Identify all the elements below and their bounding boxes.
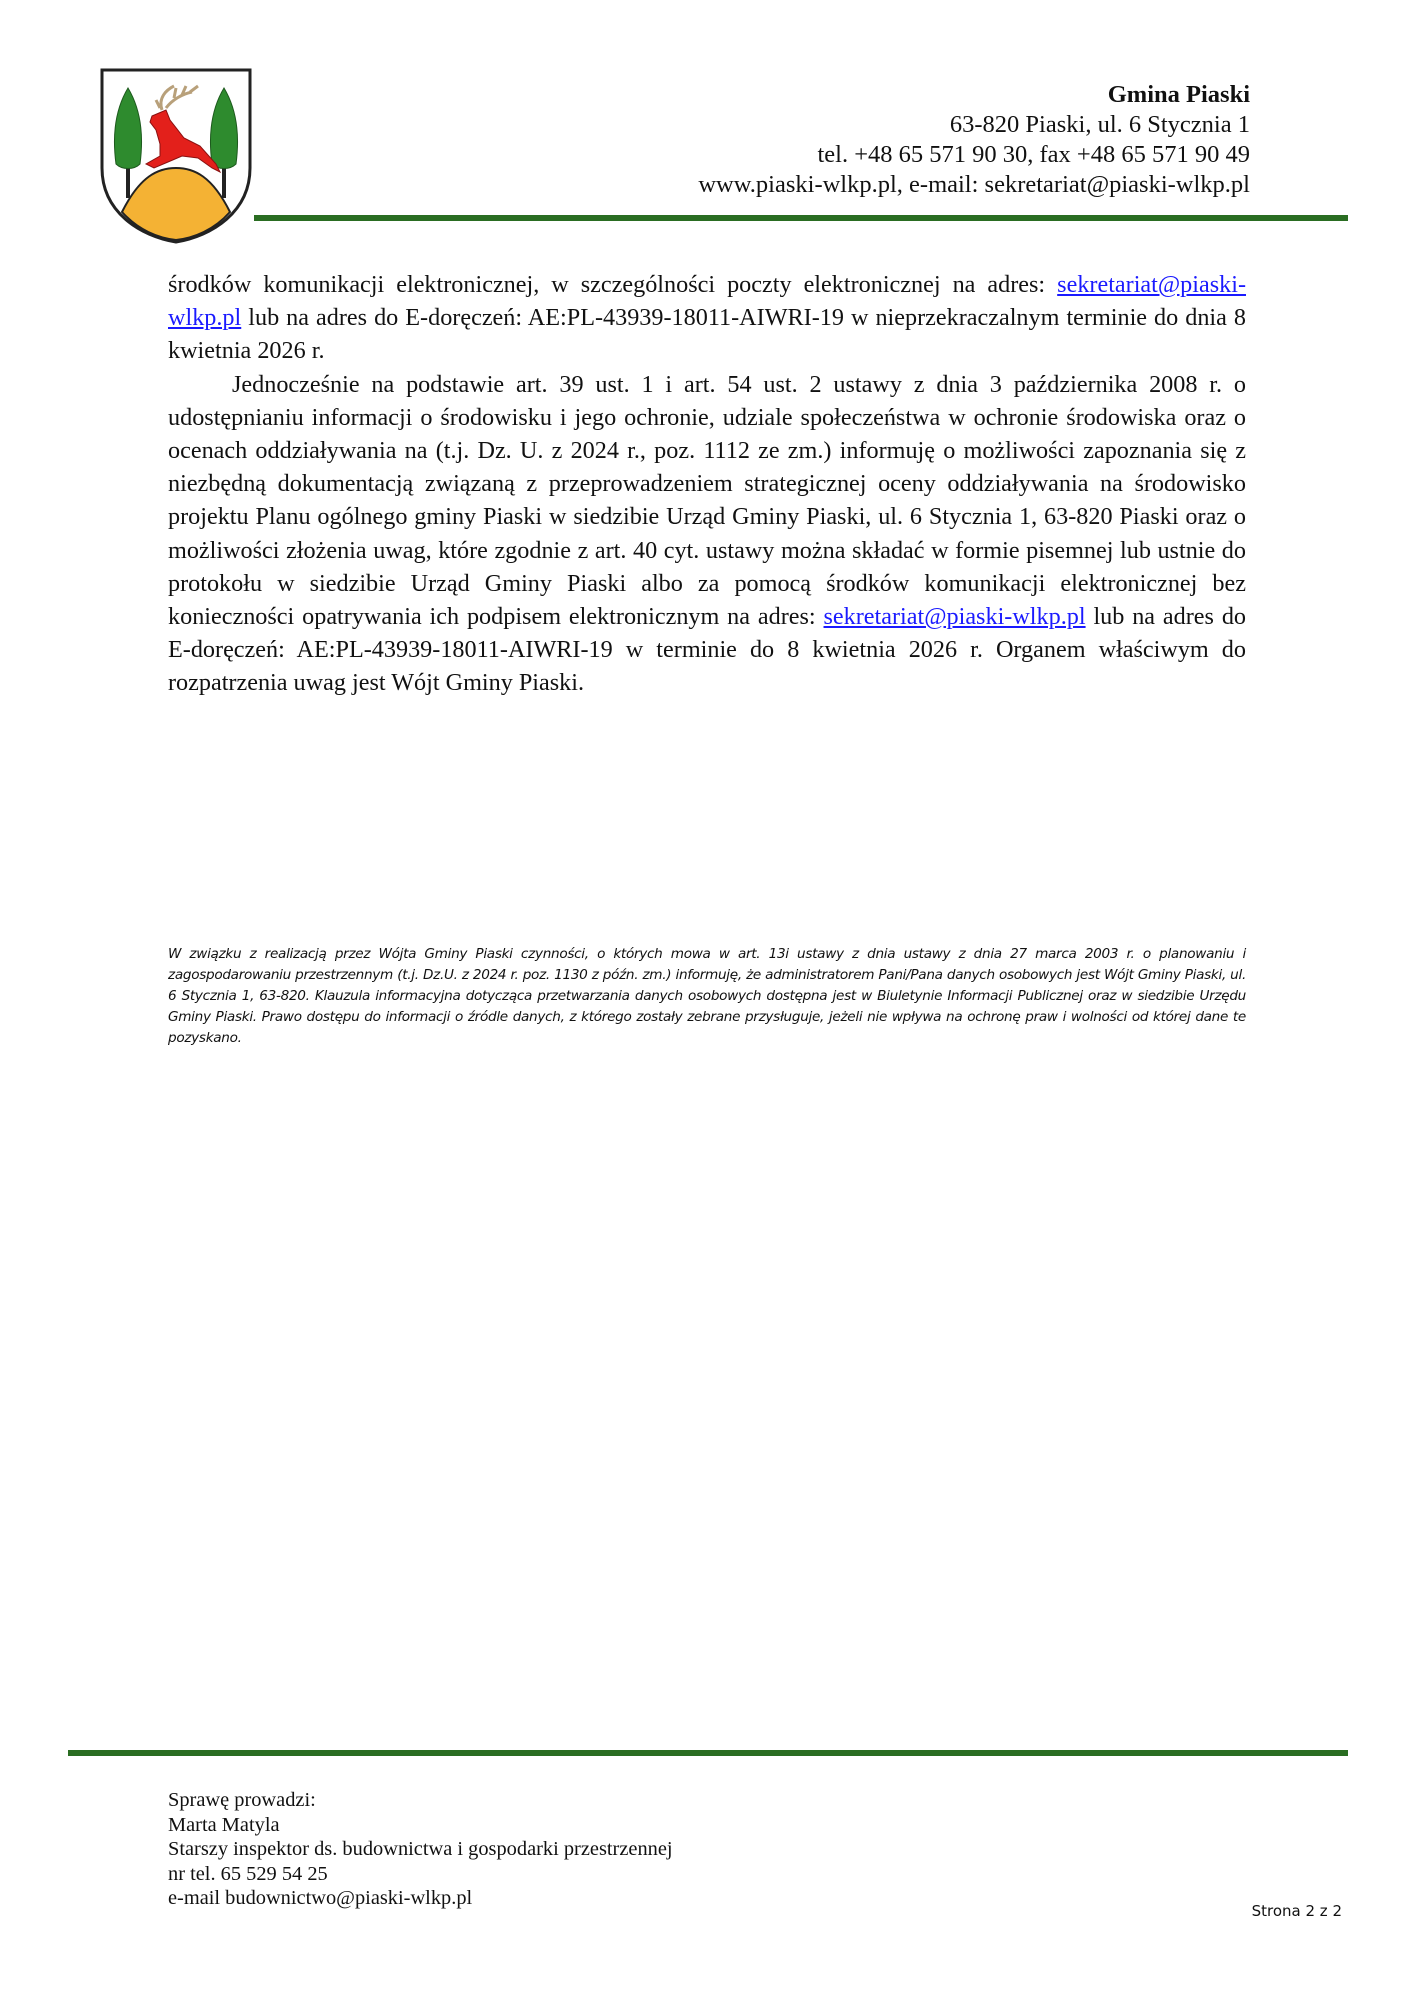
case-handler — [168, 1788, 673, 1911]
gdpr-notice: W związku z realizacją przez Wójta Gminy Piaski czynności, o których mowa w art. 13i ustawy z dnia ustawy z dnia 27 marca 2003 r. o planowaniu i zagospodarowaniu przestrzennym (t.j. Dz.U. z 2024 r. poz. 1130 z późn. zm.) informuję, że administratorem Pani/Pana danych osobowych jest Wójt Gminy Piaski, ul. 6 Stycznia 1, 63-820. Klauzula informacyjna dotycząca przetwarzania danych osobowych dostępna jest w Biuletynie Informacji Publicznej oraz w siedzibie Urzędu Gminy Piaski. Prawo dostępu do informacji o źródle danych, z którego zostały zebrane przysługuje, jeżeli nie wpływa na ochronę praw i wolności od której dane te pozyskano. — [168, 946, 1246, 1046]
paragraph-1-text-a: środków komunikacji elektronicznej, w szczególności poczty elektronicznej na adres: — [168, 271, 1058, 298]
paragraph-2 — [168, 368, 1246, 700]
letterhead — [698, 80, 1250, 200]
page-number: Strona 2 z 2 — [1251, 1902, 1342, 1920]
org-name: Gmina Piaski — [1107, 81, 1250, 108]
org-phone-fax: tel. +48 65 571 90 30, fax +48 65 571 90 49 — [817, 141, 1250, 168]
header-divider — [254, 215, 1348, 221]
email-link[interactable]: sekretariat@piaski-wlkp.pl — [168, 271, 1246, 332]
paragraph-2-text-b: lub na adres do E-doręczeń: AE:PL-43939-18011-AIWRI-19 w terminie do 8 kwietnia 2026 r. Organem właściwym do rozpatrzenia uwag jest Wójt Gminy Piaski. — [168, 603, 1247, 697]
paragraph-1-text-b: lub na adres do E-doręczeń: AE:PL-43939-18011-AIWRI-19 w nieprzekraczalnym terminie do dnia 8 kwietnia 2026 r. — [168, 304, 1246, 365]
paragraph-1 — [168, 268, 1246, 368]
org-address: 63-820 Piaski, ul. 6 Stycznia 1 — [949, 111, 1250, 138]
coat-of-arms-icon — [96, 64, 256, 246]
email-link[interactable]: sekretariat@piaski-wlkp.pl — [823, 603, 1086, 631]
case-handler-position: Starszy inspektor ds. budownictwa i gospodarki przestrzennej — [168, 1838, 673, 1860]
paragraph-2-text-a: Jednocześnie na podstawie art. 39 ust. 1 i art. 54 ust. 2 ustawy z dnia 3 października 2008 r. o udostępnianiu informacji o środowisku i jego ochronie, udziale społeczeństwa w ochronie środowiska oraz o ocenach oddziaływania na (t.j. Dz. U. z 2024 r., poz. 1112 ze zm.) informuję o możliwości zapoznania się z niezbędną dokumentacją związaną z przeprowadzeniem strategicznej oceny oddziaływania na środowisko projektu Planu ogólnego gminy Piaski w siedzibie Urząd Gminy Piaski, ul. 6 Stycznia 1, 63-820 Piaski oraz o możliwości złożenia uwag, które zgodnie z art. 40 cyt. ustawy można składać w formie pisemnej lub ustnie do protokołu w siedzibie Urząd Gminy Piaski albo za pomocą środków komunikacji elektronicznej bez konieczności opatrywania ich podpisem elektronicznym na adres: — [168, 370, 1246, 631]
footer-divider — [68, 1750, 1348, 1756]
org-web-email: www.piaski-wlkp.pl, e-mail: sekretariat@piaski-wlkp.pl — [698, 171, 1250, 198]
case-handler-name: Marta Matyla — [168, 1813, 280, 1836]
letter-body — [168, 268, 1246, 700]
case-handler-label: Sprawę prowadzi: — [168, 1789, 316, 1811]
case-handler-phone: nr tel. 65 529 54 25 — [168, 1862, 328, 1885]
case-handler-email: e-mail budownictwo@piaski-wlkp.pl — [168, 1887, 473, 1909]
